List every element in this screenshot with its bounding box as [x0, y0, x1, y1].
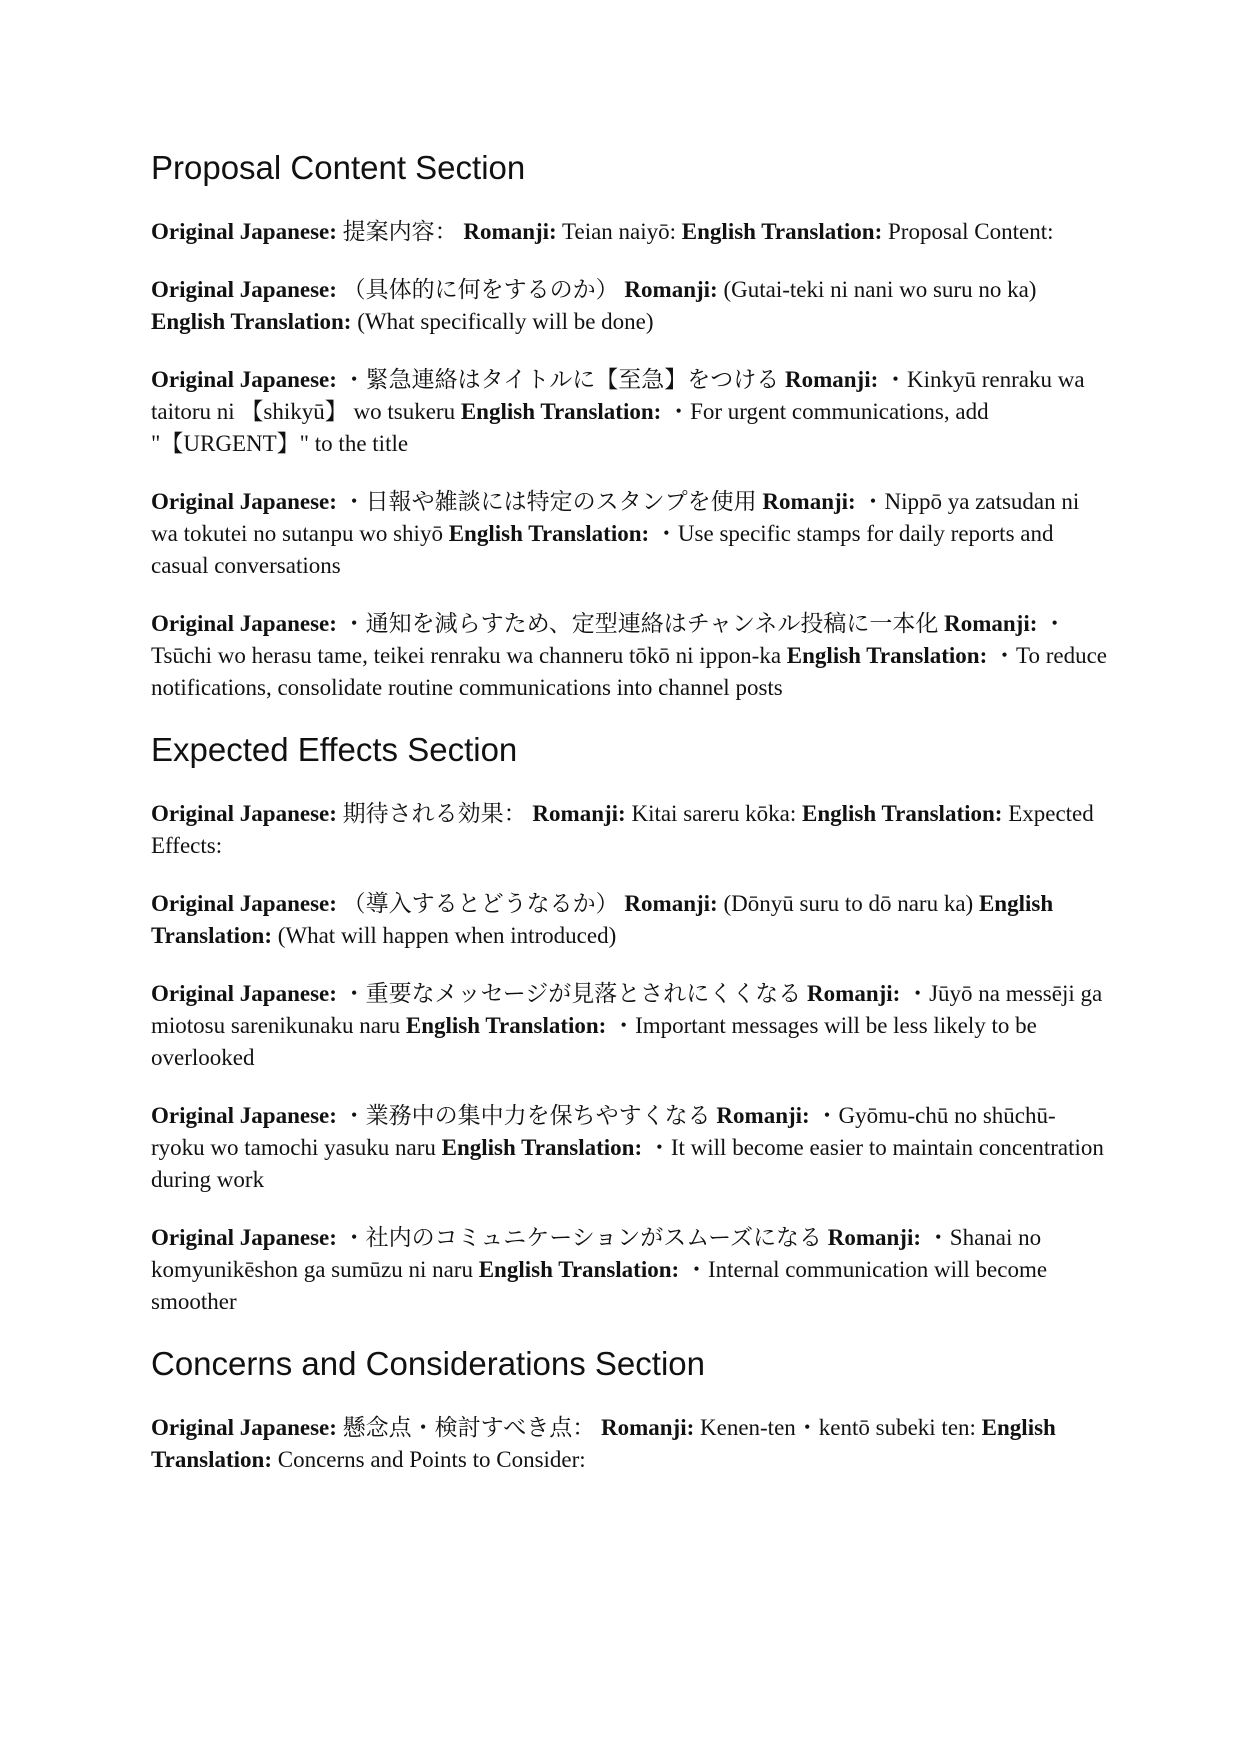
section-concerns-considerations: [151, 1344, 1109, 1476]
original-label: Original Japanese:: [151, 1225, 337, 1250]
english-text: Proposal Content:: [888, 219, 1054, 244]
entry: [151, 978, 1109, 1074]
original-label: Original Japanese:: [151, 1103, 337, 1128]
romanji-text: Kenen-ten・kentō subeki ten:: [700, 1415, 976, 1440]
original-label: Original Japanese:: [151, 611, 337, 636]
romanji-label: Romanji:: [944, 611, 1038, 636]
romanji-label: Romanji:: [827, 1225, 922, 1250]
romanji-text: ・Kinkyū renraku wa taitoru ni 【shikyū】 wo tsukeru: [151, 367, 1085, 424]
japanese-text: 期待される効果：: [342, 801, 527, 826]
english-label: English Translation:: [151, 1415, 1056, 1472]
romanji-label: Romanji:: [624, 277, 718, 302]
romanji-text: Teian naiyō:: [562, 219, 677, 244]
japanese-text: ・日報や雑談には特定のスタンプを使用: [342, 489, 757, 514]
romanji-text: Kitai sareru kōka:: [631, 801, 797, 826]
english-text: Expected Effects:: [151, 801, 1094, 858]
romanji-text: ・Nippō ya zatsudan ni wa tokutei no sutanpu wo shiyō: [151, 489, 1080, 546]
entry: [151, 888, 1109, 952]
entry: [151, 216, 1109, 248]
english-text: ・For urgent communications, add "【URGENT】" to the title: [151, 399, 989, 456]
english-label: English Translation:: [786, 643, 988, 668]
original-label: Original Japanese:: [151, 1415, 337, 1440]
original-label: Original Japanese:: [151, 981, 337, 1006]
romanji-text: (Gutai-teki ni nani wo suru no ka): [723, 277, 1037, 302]
english-label: English Translation:: [478, 1257, 680, 1282]
entry: [151, 1100, 1109, 1196]
english-label: English Translation:: [448, 521, 650, 546]
english-text: ・Important messages will be less likely to be overlooked: [151, 1013, 1037, 1070]
section-title: Concerns and Considerations Section: [151, 1345, 705, 1382]
english-text: ・To reduce notifications, consolidate routine communications into channel posts: [151, 643, 1107, 700]
english-label: English Translation:: [460, 399, 662, 424]
english-text: ・It will become easier to maintain concentration during work: [151, 1135, 1104, 1192]
romanji-label: Romanji:: [784, 367, 879, 392]
section-expected-effects: [151, 730, 1109, 1318]
romanji-label: Romanji:: [624, 891, 718, 916]
english-text: ・Internal communication will become smoother: [151, 1257, 1048, 1314]
romanji-label: Romanji:: [716, 1103, 810, 1128]
entry: [151, 608, 1109, 704]
original-label: Original Japanese:: [151, 801, 337, 826]
section-proposal-content: [151, 148, 1109, 704]
japanese-text: 提案内容：: [342, 219, 458, 244]
japanese-text: ・緊急連絡はタイトルに【至急】をつける: [342, 367, 780, 392]
romanji-label: Romanji:: [532, 801, 626, 826]
romanji-text: ・Gyōmu-chū no shūchū-ryoku wo tamochi yasuku naru: [151, 1103, 1056, 1160]
japanese-text: 懸念点・検討すべき点：: [342, 1415, 596, 1440]
entry: [151, 798, 1109, 862]
entry: [151, 274, 1109, 338]
entry: [151, 364, 1109, 460]
romanji-text: (Dōnyū suru to dō naru ka): [723, 891, 974, 916]
original-label: Original Japanese:: [151, 277, 337, 302]
english-label: English Translation:: [801, 801, 1003, 826]
japanese-text: ・通知を減らすため、定型連絡はチャンネル投稿に一本化: [342, 611, 939, 636]
japanese-text: （具体的に何をするのか）: [342, 277, 619, 302]
original-label: Original Japanese:: [151, 367, 337, 392]
english-label: English Translation:: [681, 219, 883, 244]
original-label: Original Japanese:: [151, 891, 337, 916]
english-text: Concerns and Points to Consider:: [277, 1447, 586, 1472]
japanese-text: ・社内のコミュニケーションがスムーズになる: [342, 1225, 822, 1250]
romanji-text: ・Jūyō na messēji ga miotosu sarenikunaku naru: [151, 981, 1103, 1038]
entry: [151, 1412, 1109, 1476]
english-text: (What will happen when introduced): [277, 923, 617, 948]
japanese-text: （導入するとどうなるか）: [342, 891, 619, 916]
entry: [151, 486, 1109, 582]
english-text: ・Use specific stamps for daily reports and casual conversations: [151, 521, 1054, 578]
english-label: English Translation:: [151, 891, 1054, 948]
english-label: English Translation:: [441, 1135, 643, 1160]
romanji-text: ・Tsūchi wo herasu tame, teikei renraku wa channeru tōkō ni ippon-ka: [151, 611, 1067, 668]
english-text: (What specifically will be done): [357, 309, 654, 334]
japanese-text: ・業務中の集中力を保ちやすくなる: [342, 1103, 711, 1128]
japanese-text: ・重要なメッセージが見落とされにくくなる: [342, 981, 802, 1006]
english-label: English Translation:: [405, 1013, 607, 1038]
section-title: Expected Effects Section: [151, 731, 518, 768]
entry: [151, 1222, 1109, 1318]
original-label: Original Japanese:: [151, 219, 337, 244]
romanji-label: Romanji:: [762, 489, 856, 514]
original-label: Original Japanese:: [151, 489, 337, 514]
romanji-label: Romanji:: [600, 1415, 695, 1440]
romanji-text: ・Shanai no komyunikēshon ga sumūzu ni naru: [151, 1225, 1042, 1282]
english-label: English Translation:: [151, 309, 352, 334]
romanji-label: Romanji:: [463, 219, 557, 244]
section-title: Proposal Content Section: [151, 149, 526, 186]
romanji-label: Romanji:: [807, 981, 901, 1006]
